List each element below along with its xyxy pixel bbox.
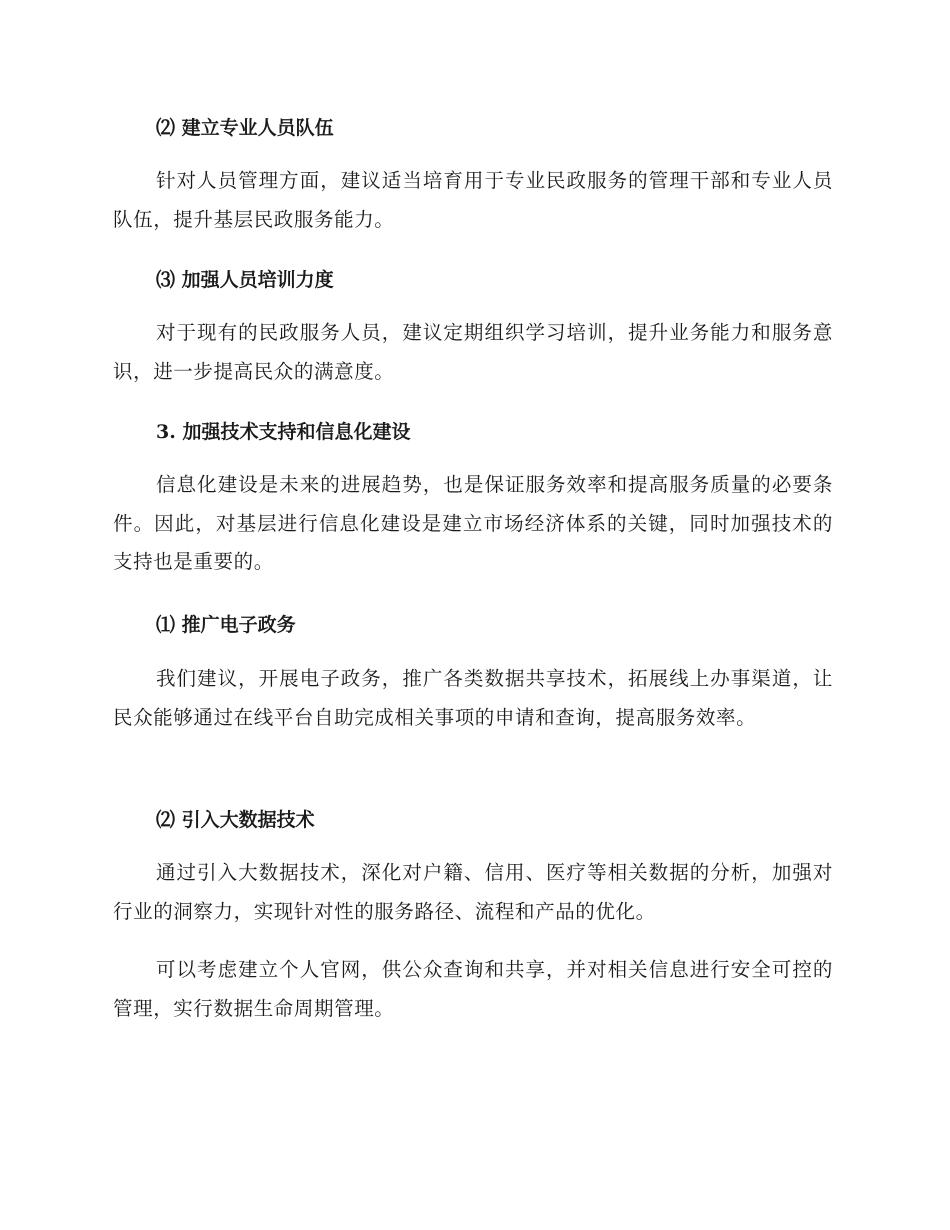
body-paragraph: 可以考虑建立个人官网，供公众查询和共享，并对相关信息进行安全可控的管理，实行数据生命周期管理。: [113, 958, 833, 1020]
body-paragraph: 我们建议，开展电子政务，推广各类数据共享技术，拓展线上办事渠道，让民众能够通过在线平台自助完成相关事项的申请和查询，提高服务效率。: [113, 667, 833, 729]
body-paragraph: 通过引入大数据技术，深化对户籍、信用、医疗等相关数据的分析，加强对行业的洞察力，实现针对性的服务路径、流程和产品的优化。: [113, 861, 833, 923]
section-heading: ⑴ 推广电子政务: [156, 614, 296, 636]
body-paragraph: 信息化建设是未来的进展趋势，也是保证服务效率和提高服务质量的必要条件。因此，对基层进行信息化建设是建立市场经济体系的关键，同时加强技术的支持也是重要的。: [113, 473, 833, 573]
section-heading: ⑵ 建立专业人员队伍: [156, 117, 334, 139]
section-heading: ⑵ 引入大数据技术: [156, 809, 315, 831]
section-heading: 3. 加强技术支持和信息化建设: [156, 421, 411, 443]
section-heading: ⑶ 加强人员培训力度: [156, 269, 334, 291]
body-paragraph: 针对人员管理方面，建议适当培育用于专业民政服务的管理干部和专业人员队伍，提升基层民政服务能力。: [113, 169, 833, 231]
body-paragraph: 对于现有的民政服务人员，建议定期组织学习培训，提升业务能力和服务意识，进一步提高民众的满意度。: [113, 321, 833, 383]
